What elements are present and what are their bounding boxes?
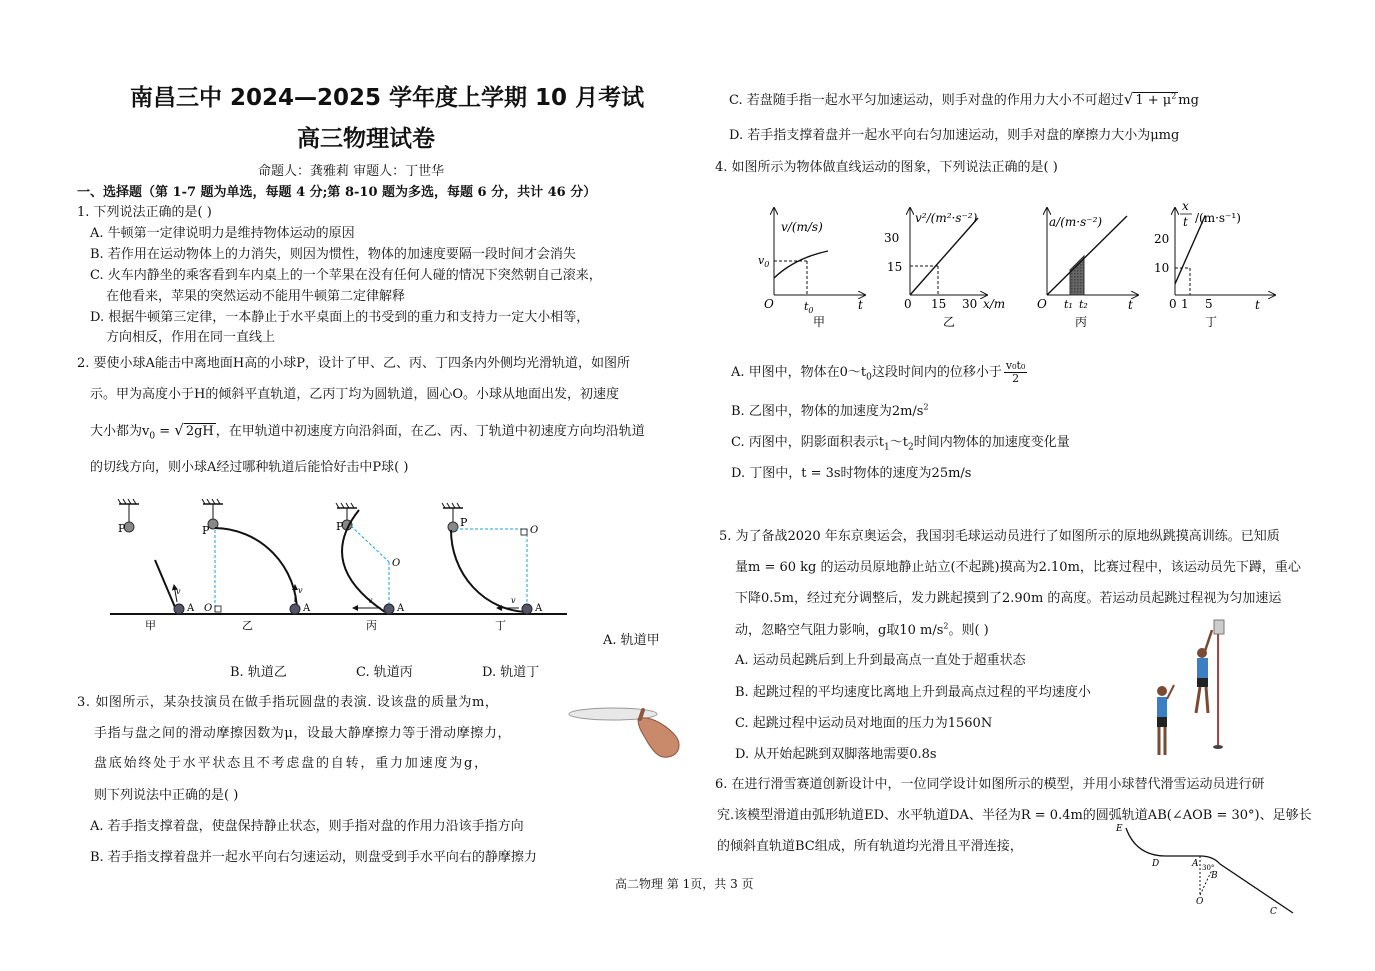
q5-l4sup: 2 [943, 621, 949, 631]
g3-x: t [1128, 298, 1133, 312]
g1-name: 甲 [813, 315, 826, 329]
fig6-label-b: B [1211, 871, 1218, 881]
g2-x: x/m [983, 297, 1006, 311]
label-yi: 乙 [242, 619, 253, 632]
sqrt-icon: √ [174, 421, 184, 439]
g2-ylabel: v²/(m²·s⁻²) [915, 211, 978, 225]
label-a-bing: A [397, 603, 405, 614]
label-v-ding: v [511, 596, 516, 605]
track-jia [118, 499, 195, 632]
q4-stem: 4. 如图所示为物体做直线运动的图象，下列说法正确的是( ) [715, 160, 1058, 175]
graph-ding [1154, 199, 1275, 329]
label-a-jia: A [187, 603, 195, 614]
ball-a-ding [522, 604, 532, 614]
q4-a-sub: 0 [866, 372, 872, 383]
label-o-ding: O [530, 525, 539, 536]
label-jia: 甲 [145, 619, 156, 632]
q1-option-a: A. 牛顿第一定律说明力是维持物体运动的原因 [90, 226, 355, 241]
q2-line2: 示。甲为高度小于H的倾斜平直轨道，乙丙丁均为圆轨道，圆心O。小球从地面出发，初速度 [90, 387, 619, 402]
label-a-yi: A [303, 603, 311, 614]
g2-name: 乙 [943, 315, 956, 329]
q2-line3-sqrt: 2gH [185, 424, 214, 439]
q4-option-d: D. 丁图中，t = 3s时物体的速度为25m/s [731, 466, 972, 481]
fig6-label-c: C [1270, 907, 1277, 917]
q4-a-den: 2 [1012, 372, 1020, 385]
graph-bing [1037, 208, 1138, 329]
label-p-jia: P [118, 522, 126, 535]
fig6-label-angle: 30° [1202, 864, 1215, 872]
g1-origin: O [764, 297, 774, 311]
q4-graphs [750, 198, 1290, 338]
q3-option-c-rad [1133, 92, 1178, 108]
g2-x0: 0 [904, 297, 912, 311]
q4-b-pre: B. 乙图中，物体的加速度为2m/s [731, 404, 924, 419]
q5-l4a: 动，忽略空气阻力影响，g取10 m/s [735, 623, 944, 638]
q6-line3: 的倾斜直轨道BC组成，所有轨道均光滑且平滑连接， [717, 839, 1023, 854]
fig6-label-e: E [1116, 824, 1123, 834]
q5-line4 [735, 619, 989, 638]
q4-c-post: 时间内物体的加速度变化量 [913, 435, 1070, 450]
g4-x1: 1 [1181, 297, 1189, 311]
g4-y1: 20 [1154, 232, 1170, 246]
q4-c-pre: C. 丙图中，阴影面积表示t [731, 435, 884, 450]
g4-name: 丁 [1205, 315, 1218, 329]
page-footer: 高二物理 第 1页，共 3 页 [615, 877, 754, 891]
q2-line3 [90, 420, 645, 442]
q5-option-d: D. 从开始起跳到双脚落地需要0.8s [735, 747, 937, 762]
g2-x1: 15 [931, 297, 947, 311]
q4-a-num: v₀t₀ [1005, 359, 1026, 372]
g3-t1: t₁ [1064, 298, 1073, 311]
q2-line3-c: ，在甲轨道中初速度方向沿斜面，在乙、丙、丁轨道中初速度方向均沿轨道 [215, 424, 645, 439]
authors-line: 命题人：龚雅莉 审题人：丁世华 [258, 164, 445, 179]
label-v-jia: v [176, 587, 181, 596]
q3-option-c [729, 89, 1199, 108]
q4-c-mid: ～t [889, 435, 908, 450]
q4-option-c [731, 431, 1070, 453]
g4-x2: 5 [1205, 297, 1213, 311]
q6-track-figure [1108, 818, 1303, 918]
label-o-bing: O [392, 558, 401, 569]
g4-yfrac-d: t [1183, 215, 1188, 229]
g3-t2: t₂ [1079, 298, 1088, 311]
page-title: 南昌三中 2024—2025 学年度上学期 10 月考试 [130, 85, 645, 111]
track-bing [336, 503, 405, 632]
q4-c-s1: 1 [883, 442, 890, 453]
q5-line1: 5. 为了备战2020 年东京奥运会，我国羽毛球运动员进行了如图所示的原地纵跳摸高训练。已知质 [719, 529, 1280, 544]
q5-option-b: B. 起跳过程的平均速度比离地上升到最高点过程的平均速度小 [735, 685, 1091, 700]
g4-x0: 0 [1169, 297, 1177, 311]
q4-a-mid: 这段时间内的位移小于 [871, 365, 1002, 380]
q4-a-pre: A. 甲图中，物体在0～t [731, 365, 867, 380]
track-ding [442, 503, 543, 632]
ball-a-jia [174, 604, 184, 614]
g4-x: t [1255, 298, 1260, 312]
q2-line3-eq: = [155, 424, 175, 439]
q2-option-d: D. 轨道丁 [482, 665, 540, 680]
q2-line1: 2. 要使小球A能击中离地面H高的小球P，设计了甲、乙、丙、丁四条内外侧均光滑轨道，如图所 [77, 356, 631, 371]
q3-option-c-post: mg [1178, 93, 1199, 108]
ball-a-yi [290, 604, 300, 614]
q2-option-a: A. 轨道甲 [603, 633, 660, 648]
q3-line2: 手指与盘之间的滑动摩擦因数为μ，设最大静摩擦力等于滑动摩擦力， [94, 726, 512, 741]
label-v-yi: v [298, 586, 303, 595]
q2-line3-sub: 0 [149, 431, 156, 442]
fig6-label-d: D [1152, 859, 1160, 869]
label-v-bing: v [368, 596, 373, 605]
q5-line2: 量m = 60 kg 的运动员原地静止站立(不起跳)摸高为2.10m，比赛过程中，该运动员先下蹲，重心 [735, 560, 1301, 575]
q4-b-sup: 2 [923, 402, 929, 412]
g1-t0: $t_0$ [804, 300, 814, 315]
fig6-label-o: O [1196, 897, 1204, 907]
g3-shaded-area [1070, 256, 1084, 295]
g2-y1: 30 [884, 231, 900, 245]
q2-option-c: C. 轨道丙 [356, 665, 413, 680]
graph-yi [884, 208, 1005, 329]
g4-y2: 10 [1154, 261, 1170, 275]
fig6-label-a: A [1192, 859, 1199, 869]
q1-option-c: C. 火车内静坐的乘客看到车内桌上的一个苹果在没有任何人碰的情况下突然朝自己滚来， [90, 268, 602, 283]
label-p-bing: P [336, 520, 344, 533]
label-p-yi: P [202, 524, 210, 537]
q4-option-b [731, 400, 929, 419]
page-subtitle: 高三物理试卷 [297, 126, 435, 152]
ball-p-ding [448, 522, 458, 532]
q4-a-fraction [1004, 360, 1027, 385]
q6-line1: 6. 在进行滑雪赛道创新设计中，一位同学设计如图所示的模型，并用小球替代滑雪运动员进行研 [715, 777, 1265, 792]
g2-x2: 30 [962, 297, 978, 311]
q5-l4b: 。则( ) [948, 623, 989, 638]
g4-yfrac-n: x [1182, 199, 1189, 213]
g3-name: 丙 [1075, 315, 1088, 329]
q3-line1: 3. 如图所示，某杂技演员在做手指玩圆盘的表演. 设该盘的质量为m， [77, 695, 499, 710]
jumping-athlete-icon [1196, 630, 1212, 713]
q3-option-d: D. 若手指支撑着盘并一起水平向右匀加速运动，则手对盘的摩擦力大小为μmg [729, 128, 1180, 143]
q5-option-c: C. 起跳过程中运动员对地面的压力为1560N [735, 716, 993, 731]
q3-option-c-sup: 2 [1171, 91, 1177, 101]
q2-line4: 的切线方向，则小球A经过哪种轨道后能恰好击中P球( ) [90, 460, 409, 475]
sqrt-icon: √ [1123, 90, 1134, 108]
q1-option-c-cont: 在他看来，苹果的突然运动不能用牛顿第二定律解释 [106, 289, 406, 304]
label-p-ding: P [460, 516, 468, 529]
q3-option-c-pre: C. 若盘随手指一起水平匀加速运动，则手对盘的作用力大小不可超过 [729, 93, 1124, 108]
q2-figure [105, 490, 575, 635]
finger-plate-illustration [568, 705, 688, 765]
ball-a-bing [384, 604, 394, 614]
q2-option-b: B. 轨道乙 [230, 665, 287, 680]
label-o-yi: O [204, 603, 213, 614]
label-a-ding: A [535, 603, 543, 614]
q1-stem: 1. 下列说法正确的是( ) [77, 205, 212, 220]
g1-v0: $v_0$ [758, 254, 770, 269]
g3-ylabel: a/(m·s⁻²) [1049, 215, 1103, 229]
q1-option-b: B. 若作用在运动物体上的力消失，则因为惯性，物体的加速度要隔一段时间才会消失 [90, 247, 576, 262]
q3-option-c-radtext: 1 + μ [1135, 93, 1172, 108]
ball-p-jia [124, 522, 134, 532]
g1-ylabel: v/(m/s) [781, 220, 823, 234]
q4-c-s2: 2 [907, 442, 914, 453]
g4-yunit: /(m·s⁻¹) [1195, 211, 1241, 225]
g1-x: t [858, 298, 863, 312]
section-heading: 一、选择题（第 1-7 题为单选，每题 4 分;第 8-10 题为多选，每题 6 分，共计 46 分） [77, 185, 597, 200]
g2-y2: 15 [887, 260, 903, 274]
q1-option-d: D. 根据牛顿第三定律，一本静止于水平桌面上的书受到的重力和支持力一定大小相等， [90, 310, 590, 325]
g3-origin: O [1037, 297, 1047, 311]
q3-option-b: B. 若手指支撑着盘并一起水平向右匀速运动，则盘受到手水平向右的静摩擦力 [90, 850, 537, 865]
q5-line3: 下降0.5m，经过充分调整后，发力跳起摸到了2.90m 的高度。若运动员起跳过程视为匀加速运 [735, 591, 1282, 606]
label-bing: 丙 [366, 619, 377, 632]
label-ding: 丁 [495, 619, 506, 632]
q1-option-d-cont: 方向相反，作用在同一直线上 [106, 330, 276, 345]
jump-training-illustration [1150, 615, 1240, 760]
q6-line2: 究.该模型滑道由弧形轨道ED、水平轨道DA、半径为R = 0.4m的圆弧轨道AB(∠AOB = 30°)、足够长 [717, 808, 1312, 823]
q2-line3-a: 大小都为v [90, 424, 150, 439]
q3-line3: 盘底始终处于水平状态且不考虑盘的自转，重力加速度为g， [94, 756, 489, 771]
track-yi [202, 499, 311, 632]
q3-line4: 则下列说法中正确的是( ) [94, 788, 239, 803]
q5-option-a: A. 运动员起跳后到上升到最高点一直处于超重状态 [735, 653, 1026, 668]
graph-jia [758, 208, 865, 329]
standing-athlete-icon [1157, 685, 1174, 755]
q4-option-a [731, 360, 1027, 385]
hand-icon [638, 718, 679, 757]
q3-option-a: A. 若手指支撑着盘，使盘保持静止状态，则手指对盘的作用力沿该手指方向 [90, 819, 524, 834]
